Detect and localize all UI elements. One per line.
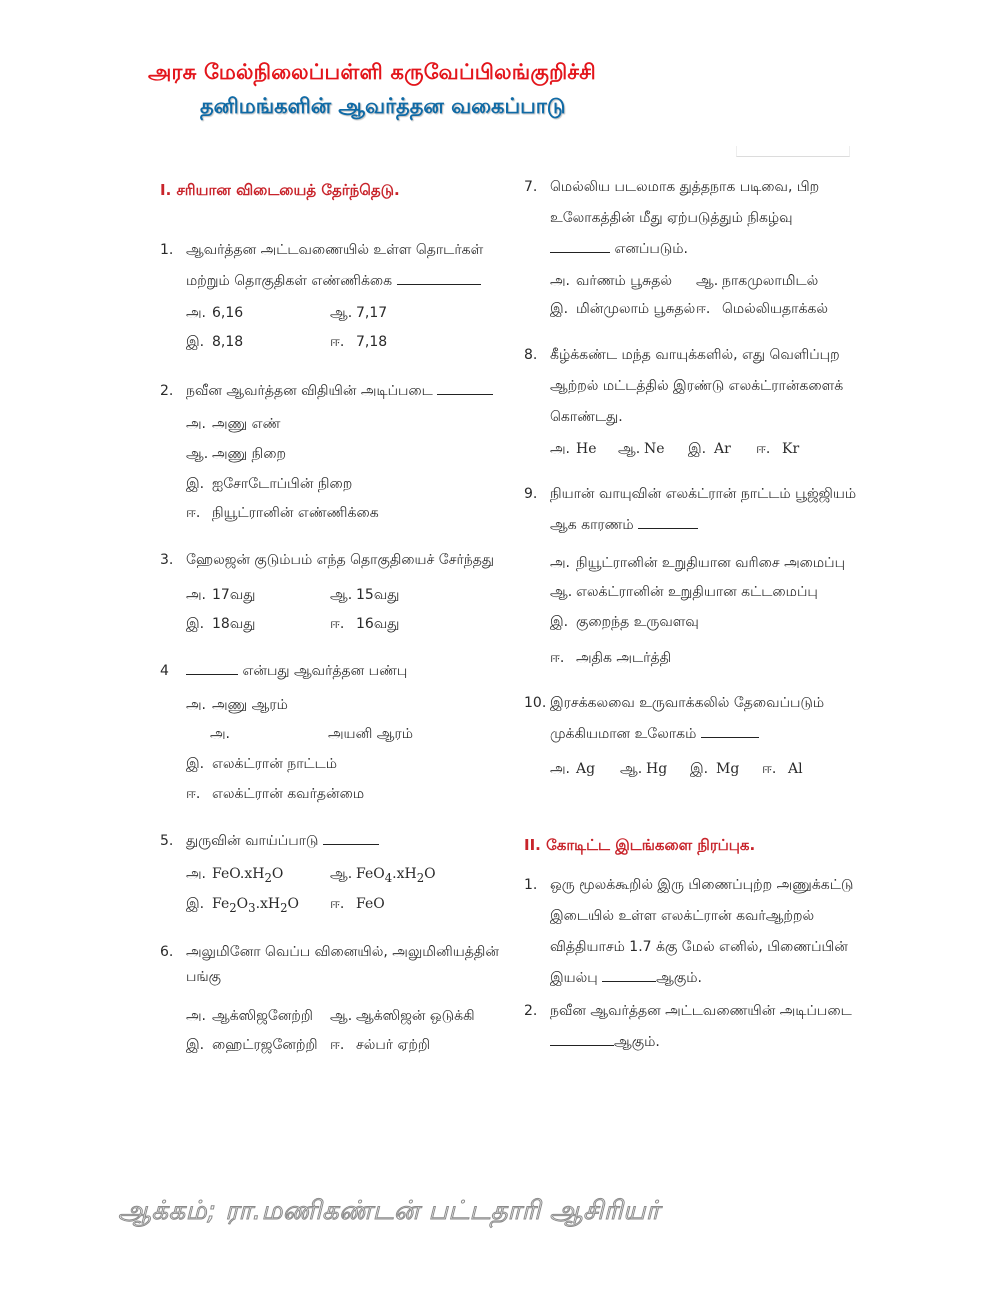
option[interactable] (210, 726, 413, 744)
question-text: மற்றும் தொகுதிகள் எண்ணிக்கை (186, 273, 393, 289)
option[interactable] (330, 305, 387, 323)
option-text: 6,16 (212, 305, 244, 321)
option-text: குறைந்த உருவளவு (576, 614, 699, 630)
question-4 (160, 656, 407, 687)
option-text: ஆக்ஸிஜன் ஒடுக்கி (356, 1008, 475, 1024)
option-label: அ. (550, 441, 571, 457)
option-text: 18வது (212, 616, 256, 632)
option-label: ஈ. (696, 301, 711, 317)
option-text: எலக்ட்ரான் நாட்டம் (212, 756, 338, 772)
option[interactable] (550, 761, 595, 779)
option-text: மின்முலாம் பூசுதல் (576, 301, 696, 317)
option-label: அ. (210, 726, 231, 742)
question-text: பங்கு (186, 969, 222, 985)
option-label: ஈ. (330, 1037, 345, 1053)
question-text: ஹேலஜன் குடும்பம் எந்த தொகுதியைச் சேர்ந்தது (186, 552, 495, 568)
question-text: நவீன ஆவர்த்தன விதியின் அடிப்படை (186, 383, 433, 399)
question-text: இரசக்கலவை உருவாக்கலில் தேவைப்படும் (550, 695, 825, 711)
option[interactable] (186, 587, 255, 605)
question-6 (160, 937, 499, 993)
question-8 (524, 340, 848, 433)
option-label: அ. (186, 416, 207, 432)
option-label: ஆ. (618, 441, 641, 457)
option-text: எலக்ட்ரான் கவர்தன்மை (212, 786, 365, 802)
worksheet-topic: தனிமங்களின் ஆவர்த்தன வகைப்பாடு (200, 94, 566, 118)
option-label: இ. (186, 334, 205, 350)
option-text: அதிக அடர்த்தி (576, 650, 672, 666)
question-text: ஆவர்த்தன அட்டவணையில் உள்ள தொடர்கள் (186, 242, 484, 258)
corner-mark (736, 146, 850, 157)
option-label: ஈ. (186, 786, 201, 802)
option-label: ஈ. (186, 505, 201, 521)
option-label: இ. (688, 441, 707, 457)
question-text: முக்கியமான உலோகம் (550, 726, 697, 742)
option[interactable] (186, 505, 379, 523)
answer-blank[interactable] (701, 723, 759, 738)
option[interactable] (696, 301, 828, 319)
option-label: ஆ. (696, 273, 719, 289)
option-text: வர்ணம் பூசுதல் (576, 273, 672, 289)
option-label: ஈ. (330, 896, 345, 912)
option[interactable] (186, 446, 286, 464)
question-text: இடையில் உள்ள எலக்ட்ரான் கவர்ஆற்றல் (550, 908, 815, 924)
question-5 (160, 826, 379, 857)
question-text: வித்தியாசம் 1.7 க்கு மேல் எனில், பிணைப்பின் (550, 939, 848, 955)
option-label: ஆ. (330, 305, 353, 321)
option-text: Al (788, 761, 803, 777)
answer-blank[interactable] (437, 380, 493, 395)
option-text: 7,18 (356, 334, 388, 350)
formula-part: O (271, 866, 284, 882)
option[interactable] (186, 1008, 313, 1026)
option[interactable] (330, 1008, 475, 1026)
option-text: Ar (714, 441, 731, 457)
question-number: 2. (160, 383, 174, 399)
question-text: அலுமினோ வெப்ப வினையில், அலுமினியத்தின் (186, 944, 499, 960)
section-1-title: I. சரியான விடையைத் தேர்ந்தெடு. (160, 181, 400, 199)
option-label: அ. (186, 587, 207, 603)
option-text: Hg (646, 761, 668, 777)
option[interactable] (618, 441, 665, 459)
option[interactable] (330, 866, 436, 885)
formula-subscript: 2 (264, 870, 272, 885)
formula-part: O (287, 896, 300, 912)
option-text: சல்பர் ஏற்றி (356, 1037, 431, 1053)
formula-part: FeO (356, 866, 385, 882)
answer-blank[interactable] (186, 660, 238, 675)
option[interactable] (186, 697, 288, 715)
formula (356, 866, 436, 885)
option-label: ஆ. (330, 1008, 353, 1024)
option-text: Ag (576, 761, 596, 777)
option-label: அ. (550, 555, 571, 571)
option[interactable] (550, 555, 845, 573)
question-number: 10. (524, 695, 547, 711)
school-name: அரசு மேல்நிலைப்பள்ளி கருவேப்பிலங்குறிச்சி (148, 60, 596, 84)
option-text: எலக்ட்ரானின் உறுதியான கட்டமைப்பு (576, 584, 818, 600)
formula-subscript: 3 (248, 900, 256, 915)
question-text: ஒரு மூலக்கூறில் இரு பிணைப்புற்ற அணுக்கட்டு (550, 877, 854, 893)
fill-question-2 (524, 996, 852, 1058)
option[interactable] (330, 1037, 430, 1055)
option-label: இ. (550, 301, 569, 317)
option[interactable] (330, 334, 387, 352)
formula (212, 866, 284, 885)
option-text: He (576, 441, 597, 457)
question-number: 6. (160, 944, 174, 960)
option[interactable] (186, 896, 299, 915)
option-label: ஈ. (550, 650, 565, 666)
option-text: FeO (356, 896, 385, 912)
option[interactable] (330, 896, 385, 914)
option-label: இ. (690, 761, 709, 777)
answer-blank[interactable] (550, 1031, 614, 1046)
option[interactable] (330, 587, 399, 605)
option[interactable] (186, 476, 352, 494)
option-label: இ. (550, 614, 569, 630)
formula-subscript: 2 (280, 900, 288, 915)
option-label: ஈ. (330, 334, 345, 350)
option-text: நியூட்ரானின் எண்ணிக்கை (212, 505, 379, 521)
option[interactable] (550, 584, 818, 602)
option[interactable] (186, 305, 243, 323)
option-text: 15வது (356, 587, 400, 603)
option-text: ஆக்ஸிஜனேற்றி (212, 1008, 313, 1024)
question-text: ஆகும். (656, 970, 702, 986)
option-text: 7,17 (356, 305, 388, 321)
option-text: ஹைட்ரஜனேற்றி (212, 1037, 318, 1053)
answer-blank[interactable] (397, 270, 481, 285)
option-label: அ. (550, 761, 571, 777)
option-label: ஈ. (762, 761, 777, 777)
option[interactable] (330, 616, 399, 634)
option-text: அயனி ஆரம் (328, 726, 413, 742)
formula-part: .xH (255, 896, 281, 912)
option-label: அ. (186, 1008, 207, 1024)
option-text: அணு நிறை (212, 446, 287, 462)
question-2 (160, 376, 493, 407)
question-text: கொண்டது. (550, 409, 623, 425)
option[interactable] (696, 273, 818, 291)
option[interactable] (690, 761, 739, 779)
formula-part: FeO.xH (212, 866, 265, 882)
option-label: ஈ. (756, 441, 771, 457)
option-text: Kr (782, 441, 800, 457)
option-label: ஆ. (620, 761, 643, 777)
option-text: Mg (716, 761, 740, 777)
answer-blank[interactable] (323, 830, 379, 845)
question-number: 5. (160, 833, 174, 849)
question-text: நவீன ஆவர்த்தன அட்டவணையின் அடிப்படை (550, 1003, 852, 1019)
question-text: என்பது ஆவர்த்தன பண்பு (242, 663, 408, 679)
option[interactable] (550, 650, 671, 668)
option-label: அ. (186, 305, 207, 321)
option[interactable] (756, 441, 799, 459)
question-3 (160, 545, 494, 576)
option-label: இ. (186, 1037, 205, 1053)
option-text: மெல்லியதாக்கல் (722, 301, 829, 317)
formula-subscript: 4 (384, 870, 393, 885)
option-label: அ. (186, 866, 207, 882)
formula-subscript: 2 (229, 900, 237, 915)
question-number: 1. (524, 877, 538, 893)
question-1 (160, 235, 485, 297)
answer-blank[interactable] (550, 238, 610, 253)
formula-subscript: 2 (416, 870, 425, 885)
option-text: நியூட்ரானின் உறுதியான வரிசை அமைப்பு (576, 555, 845, 571)
option[interactable] (186, 616, 255, 634)
option-label: ஆ. (330, 587, 353, 603)
option-text: அணு ஆரம் (212, 697, 288, 713)
option-label: ஈ. (330, 616, 345, 632)
question-10 (524, 688, 848, 750)
formula (212, 896, 300, 915)
question-text: உலோகத்தின் மீது ஏற்படுத்தும் நிகழ்வு (550, 210, 793, 226)
question-number: 7. (524, 179, 538, 195)
question-number: 9. (524, 486, 538, 502)
option-label: ஆ. (186, 446, 209, 462)
answer-blank[interactable] (638, 514, 698, 529)
question-number: 3. (160, 552, 174, 568)
option-text: நாகமுலாமிடல் (722, 273, 819, 289)
option[interactable] (186, 1037, 318, 1055)
option[interactable] (186, 756, 337, 774)
question-7 (524, 172, 848, 265)
option[interactable] (186, 866, 283, 885)
question-text: இயல்பு (550, 970, 598, 986)
option-text: 17வது (212, 587, 256, 603)
fill-question-1 (524, 870, 854, 994)
formula-part: O (424, 866, 436, 882)
option-label: இ. (186, 616, 205, 632)
question-number: 4 (160, 663, 169, 679)
formula-part: Fe (212, 896, 230, 912)
author-credit: ஆக்கம்; ரா.மணிகண்டன் பட்டதாரி ஆசிரியர் (118, 1196, 660, 1226)
question-number: 8. (524, 347, 538, 363)
question-text: ஆற்றல் மட்டத்தில் இரண்டு எலக்ட்ரான்களைக் (550, 378, 844, 394)
option[interactable] (550, 273, 672, 291)
question-number: 1. (160, 242, 174, 258)
option[interactable] (550, 441, 597, 459)
option-label: அ. (550, 273, 571, 289)
option[interactable] (186, 786, 364, 804)
option[interactable] (550, 614, 699, 632)
option-text: 8,18 (212, 334, 244, 350)
option-label: அ. (186, 697, 207, 713)
option-label: ஆ. (330, 866, 353, 882)
question-text: நியான் வாயுவின் எலக்ட்ரான் நாட்டம் பூஜ்ஜியம் (550, 486, 857, 502)
question-text: மெல்லிய படலமாக துத்தநாக படிவை, பிற (550, 179, 820, 195)
option[interactable] (550, 301, 695, 319)
section-2-title: II. கோடிட்ட இடங்களை நிரப்புக. (524, 836, 756, 854)
option-text: ஐசோடோப்பின் நிறை (212, 476, 353, 492)
formula-part: .xH (392, 866, 417, 882)
option[interactable] (688, 441, 731, 459)
question-text: ஆக காரணம் (550, 517, 634, 533)
option-text: 16வது (356, 616, 400, 632)
option[interactable] (186, 334, 243, 352)
question-text: ஆகும். (614, 1034, 660, 1050)
option-label: இ. (186, 756, 205, 772)
option-label: இ. (186, 476, 205, 492)
option-text: அணு எண் (212, 416, 281, 432)
option[interactable] (620, 761, 667, 779)
option[interactable] (762, 761, 803, 779)
answer-blank[interactable] (602, 967, 656, 982)
option-label: ஆ. (550, 584, 573, 600)
question-number: 2. (524, 1003, 538, 1019)
option[interactable] (186, 416, 280, 434)
question-text: துருவின் வாய்ப்பாடு (186, 833, 319, 849)
formula-part: O (236, 896, 249, 912)
question-text: கீழ்க்கண்ட மந்த வாயுக்களில், எது வெளிப்புற (550, 347, 840, 363)
option-text: Ne (644, 441, 665, 457)
question-text: எனப்படும். (614, 241, 689, 257)
question-9 (524, 479, 857, 541)
option-label: இ. (186, 896, 205, 912)
